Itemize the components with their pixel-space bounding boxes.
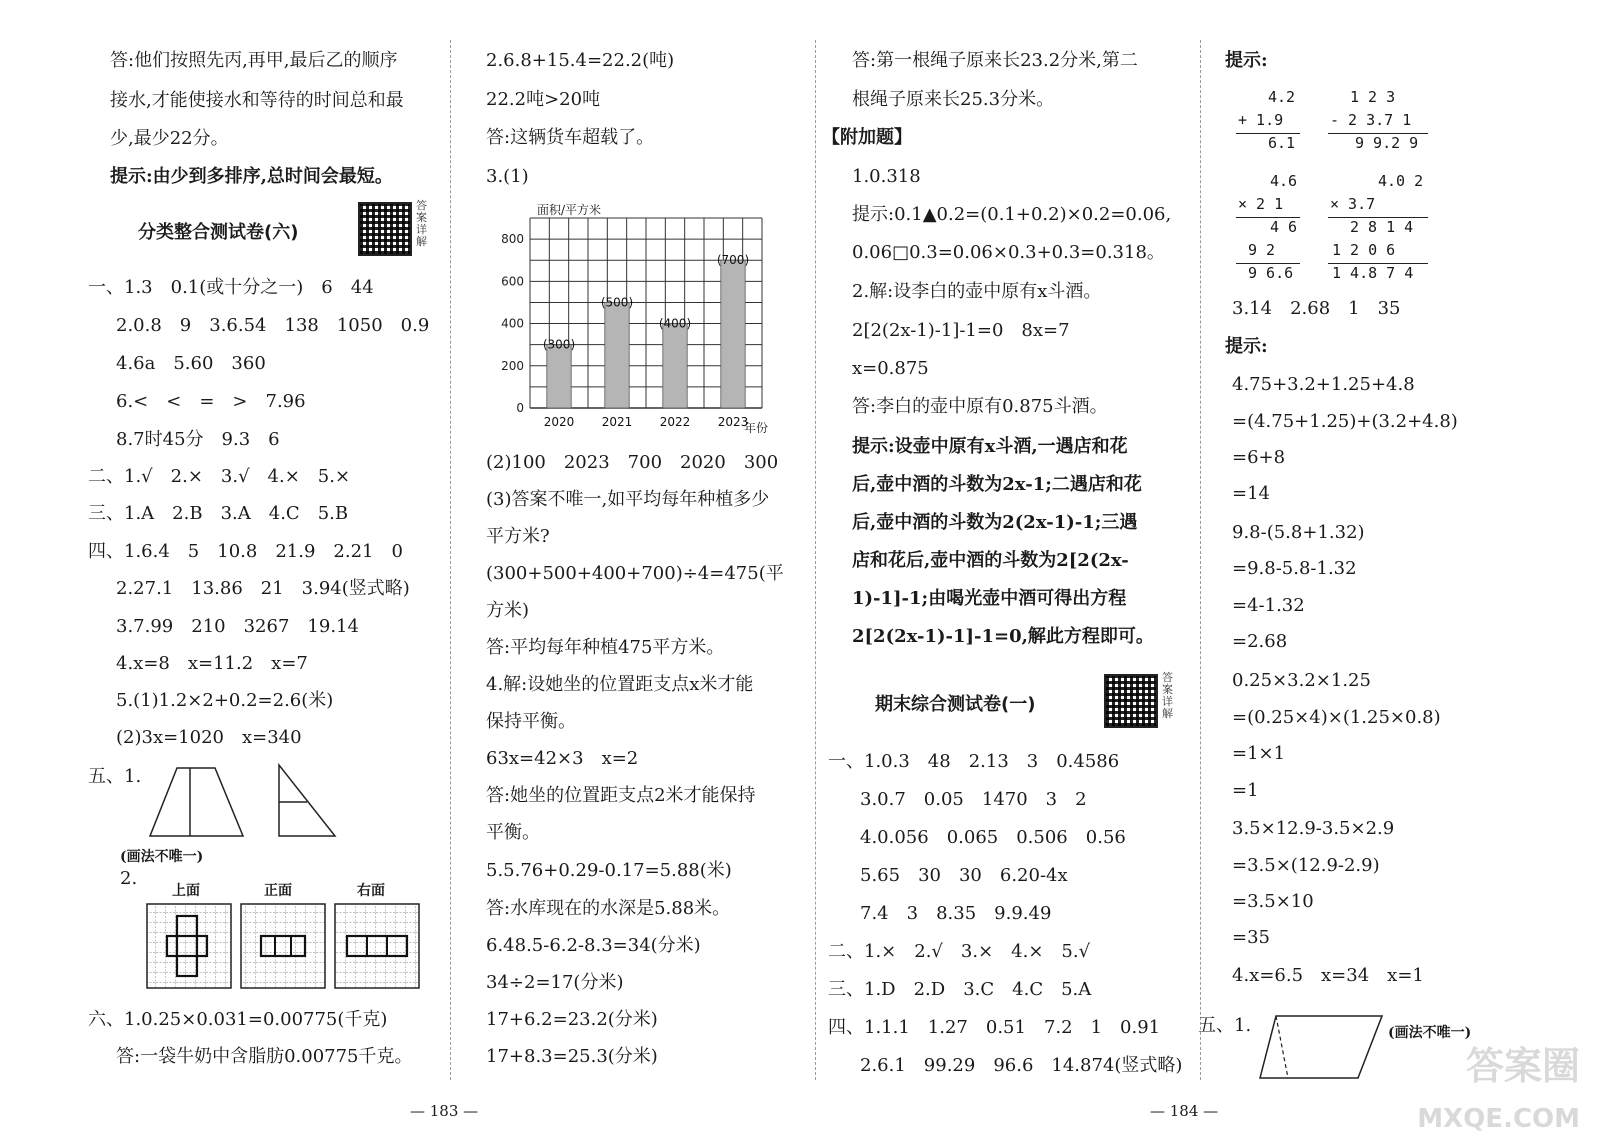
answer-line: (2)3x=1020 x=340 <box>116 727 302 748</box>
watermark-logo: 答案圈 <box>1465 1044 1580 1088</box>
calc-b3: 9 9.2 9 <box>1355 134 1419 152</box>
calc-line: =3.5×(12.9-2.9) <box>1232 855 1380 876</box>
chart-xlabel: 年份 <box>744 421 769 435</box>
answer-line: 6.48.5-6.2-8.3=34(分米) <box>486 935 701 956</box>
chart-ytick-label: 200 <box>501 358 524 373</box>
answer-line: (300+500+400+700)÷4=475(平 <box>486 563 784 584</box>
answer-line: 34÷2=17(分米) <box>486 972 624 993</box>
chart-xtick-label: 2020 <box>543 415 575 429</box>
answer-line: 平衡。 <box>486 822 540 843</box>
answer-line: 5.5.76+0.29-0.17=5.88(米) <box>486 860 732 881</box>
answer-line: 4.x=8 x=11.2 x=7 <box>116 653 308 674</box>
qr-code[interactable] <box>358 202 412 256</box>
chart-data-label: (700) <box>716 253 750 268</box>
front-view <box>241 904 325 988</box>
answer-line: 答:李白的壶中原有0.875斗酒。 <box>852 396 1108 417</box>
answer-line: 5.65 30 30 6.20-4x <box>860 865 1068 886</box>
answer-line: 2.0.8 9 3.6.54 138 1050 0.9 <box>116 315 430 336</box>
answer-line: 答:他们按照先丙,再甲,最后乙的顺序 <box>110 50 398 71</box>
hint-label: 提示: <box>1225 336 1268 357</box>
view-label-right: 右面 <box>357 883 385 899</box>
answer-line: 答:这辆货车超载了。 <box>486 127 655 148</box>
answer-line: x=0.875 <box>852 358 929 379</box>
calc-line: =(4.75+1.25)+(3.2+4.8) <box>1232 411 1458 432</box>
calc-line: =9.8-5.8-1.32 <box>1232 558 1357 579</box>
calc-line: =6+8 <box>1232 447 1286 468</box>
chart-bar <box>547 345 571 408</box>
chart-ytick-label: 800 <box>501 232 524 247</box>
top-view <box>147 904 231 988</box>
answer-line: 保持平衡。 <box>486 711 576 732</box>
answer-line: 4.解:设她坐的位置距支点x米才能 <box>486 674 754 695</box>
answer-line: 17+8.3=25.3(分米) <box>486 1046 658 1067</box>
column-divider <box>1200 40 1201 1080</box>
column-divider <box>815 40 816 1080</box>
answer-line: 三、1.A 2.B 3.A 4.C 5.B <box>88 503 349 524</box>
column-divider <box>450 40 451 1080</box>
answer-line: 方米) <box>486 600 530 621</box>
chart-ylabel: 面积/平方米 <box>537 203 602 217</box>
calc-line: =3.5×10 <box>1232 891 1314 912</box>
calc-line: =2.68 <box>1232 631 1288 652</box>
answer-line: 2[2(2x-1)-1]-1=0 8x=7 <box>852 320 1070 341</box>
calc-c2: × 2 1 <box>1238 195 1284 213</box>
chart-ytick-label: 600 <box>501 274 524 289</box>
qr-code[interactable] <box>1104 674 1158 728</box>
answer-line: 二、1.× 2.√ 3.× 4.× 5.√ <box>828 941 1091 962</box>
calc-c3: 4 6 <box>1270 218 1298 236</box>
answer-line: 6.< < = > 7.96 <box>116 391 306 412</box>
calc-line: 0.25×3.2×1.25 <box>1232 670 1371 691</box>
chart-xtick-label: 2022 <box>659 415 691 429</box>
calc-line: =4-1.32 <box>1232 595 1305 616</box>
calc-line: 3.5×12.9-3.5×2.9 <box>1232 818 1395 839</box>
answer-line: 根绳子原来长25.3分米。 <box>852 89 1055 110</box>
answer-line: 3.(1) <box>486 166 529 187</box>
answer-line: 2.6.8+15.4=22.2(吨) <box>486 50 675 71</box>
chart-ytick-label: 400 <box>501 316 524 331</box>
hint-line: 后,壶中酒的斗数为2(2x-1)-1;三遇 <box>852 512 1138 533</box>
answer-line: 1.0.318 <box>852 166 921 187</box>
calc-line: =1 <box>1232 780 1259 801</box>
answer-line: 4.6a 5.60 360 <box>116 353 266 374</box>
answer-line: 接水,才能使接水和等待的时间总和最 <box>110 90 404 111</box>
answer-line: 五、1. <box>88 766 142 787</box>
calc-d4: 1 2 0 6 <box>1332 241 1396 259</box>
calc-a2: + 1.9 <box>1238 111 1284 129</box>
hint-label: 提示: <box>1225 50 1268 71</box>
calc-line: =1×1 <box>1232 743 1286 764</box>
answer-line: (3)答案不唯一,如平均每年种植多少 <box>486 489 770 510</box>
answer-line: 63x=42×3 x=2 <box>486 748 639 769</box>
answer-line: 答:她坐的位置距支点2米才能保持 <box>486 785 756 806</box>
answer-line: 二、1.√ 2.× 3.√ 4.× 5.× <box>88 466 351 487</box>
hint-line: 2[2(2x-1)-1]-1=0,解此方程即可。 <box>852 626 1154 647</box>
answer-line: 4.0.056 0.065 0.506 0.56 <box>860 827 1126 848</box>
calc-d5: 1 4.8 7 4 <box>1332 264 1414 282</box>
chart-data-label: (400) <box>658 316 692 331</box>
calc-d3: 2 8 1 4 <box>1350 218 1414 236</box>
answer-line: 8.7时45分 9.3 6 <box>116 429 280 450</box>
answer-line: 17+6.2=23.2(分米) <box>486 1009 658 1030</box>
answer-line: 3.14 2.68 1 35 <box>1232 298 1401 319</box>
calc-line: =35 <box>1232 927 1270 948</box>
answer-line: 3.7.99 210 3267 19.14 <box>116 616 359 637</box>
answer-line: 7.4 3 8.35 9.9.49 <box>860 903 1052 924</box>
answer-line: 平方米? <box>486 526 550 547</box>
calc-b1: 1 2 3 <box>1350 88 1396 106</box>
answer-line: 4.x=6.5 x=34 x=1 <box>1232 965 1424 986</box>
section-title: 分类整合测试卷(六) <box>138 222 299 243</box>
calc-c1: 4.6 <box>1270 172 1298 190</box>
parallelogram-height-line <box>1276 1016 1288 1078</box>
chart-xtick-label: 2021 <box>601 415 633 429</box>
triangle-shape <box>279 765 335 836</box>
calc-c4: 9 2 <box>1248 241 1276 259</box>
bonus-section-title: 【附加题】 <box>822 127 912 148</box>
trapezoid-shape <box>150 768 243 836</box>
hint-line: 提示:0.1▲0.2=(0.1+0.2)×0.2=0.06, <box>852 204 1172 225</box>
answer-line: 5.(1)1.2×2+0.2=2.6(米) <box>116 690 334 711</box>
answer-line: 一、1.0.3 48 2.13 3 0.4586 <box>828 751 1120 772</box>
hint-line: 提示:由少到多排序,总时间会最短。 <box>110 166 393 187</box>
page-number-right: — 184 — <box>1150 1102 1219 1120</box>
calc-a3: 6.1 <box>1268 134 1296 152</box>
shape-drawings <box>145 760 345 840</box>
chart-bar <box>721 260 745 408</box>
calc-c5: 9 6.6 <box>1248 264 1294 282</box>
qr-caption: 答案详解 <box>416 199 427 248</box>
hint-line: 0.06□0.3=0.06×0.3+0.3=0.318。 <box>852 242 1165 263</box>
hint-line: 1)-1]-1;由喝光壶中酒可得出方程 <box>852 588 1127 609</box>
calc-line: =14 <box>1232 483 1270 504</box>
calc-b2: - 2 3.7 1 <box>1330 111 1412 129</box>
watermark-url: MXQE.COM <box>1417 1104 1580 1134</box>
answer-line: 四、1.6.4 5 10.8 21.9 2.21 0 <box>88 541 403 562</box>
answer-line: 2.6.1 99.29 96.6 14.874(竖式略) <box>860 1055 1183 1076</box>
chart-data-label: (500) <box>600 295 634 310</box>
right-view <box>335 904 419 988</box>
answer-line: 答:一袋牛奶中含脂肪0.00775千克。 <box>116 1046 413 1067</box>
answer-line: 22.2吨>20吨 <box>486 89 601 110</box>
answer-line: 四、1.1.1 1.27 0.51 7.2 1 0.91 <box>828 1017 1161 1038</box>
qr-caption: 答案详解 <box>1162 671 1173 720</box>
answer-line: 五、1. <box>1198 1015 1252 1036</box>
view-label-top: 上面 <box>172 883 200 899</box>
answer-line: 三、1.D 2.D 3.C 4.C 5.A <box>828 979 1092 1000</box>
answer-line: 2.27.1 13.86 21 3.94(竖式略) <box>116 578 410 599</box>
answer-line: 3.0.7 0.05 1470 3 2 <box>860 789 1087 810</box>
chart-bar <box>663 324 687 408</box>
chart-data-label: (300) <box>542 337 576 352</box>
answer-line: 答:平均每年种植475平方米。 <box>486 637 725 658</box>
answer-line: 2.解:设李白的壶中原有x斗酒。 <box>852 281 1102 302</box>
answer-line: 一、1.3 0.1(或十分之一) 6 44 <box>88 277 374 298</box>
calc-d1: 4.0 2 <box>1378 172 1424 190</box>
answer-line: 六、1.0.25×0.031=0.00775(千克) <box>88 1009 388 1030</box>
section-title: 期末综合测试卷(一) <box>875 694 1036 715</box>
note: (画法不唯一) <box>120 849 204 865</box>
answer-line: 2. <box>120 868 138 889</box>
calc-line: 9.8-(5.8+1.32) <box>1232 522 1365 543</box>
calc-d2: × 3.7 <box>1330 195 1376 213</box>
calc-a1: 4.2 <box>1268 88 1296 106</box>
calc-line: =(0.25×4)×(1.25×0.8) <box>1232 707 1441 728</box>
answer-line: 答:第一根绳子原来长23.2分米,第二 <box>852 50 1138 71</box>
note: (画法不唯一) <box>1388 1025 1472 1041</box>
three-views-drawing <box>145 902 435 992</box>
hint-line: 店和花后,壶中酒的斗数为2[2(2x- <box>852 550 1129 571</box>
chart-ytick-label: 0 <box>516 401 524 415</box>
hint-line: 提示:设壶中原有x斗酒,一遇店和花 <box>852 436 1128 457</box>
calc-line: 4.75+3.2+1.25+4.8 <box>1232 374 1415 395</box>
hint-line: 后,壶中酒的斗数为2x-1;二遇店和花 <box>852 474 1142 495</box>
page-number-left: — 183 — <box>410 1102 479 1120</box>
parallelogram-drawing <box>1258 1012 1388 1082</box>
answer-line: (2)100 2023 700 2020 300 <box>486 452 779 473</box>
chart-xtick-label: 2023 <box>717 415 749 429</box>
answer-line: 少,最少22分。 <box>110 128 229 149</box>
answer-line: 答:水库现在的水深是5.88米。 <box>486 898 731 919</box>
chart-bar <box>605 302 629 408</box>
view-label-front: 正面 <box>264 883 292 899</box>
bar-chart <box>492 196 792 442</box>
